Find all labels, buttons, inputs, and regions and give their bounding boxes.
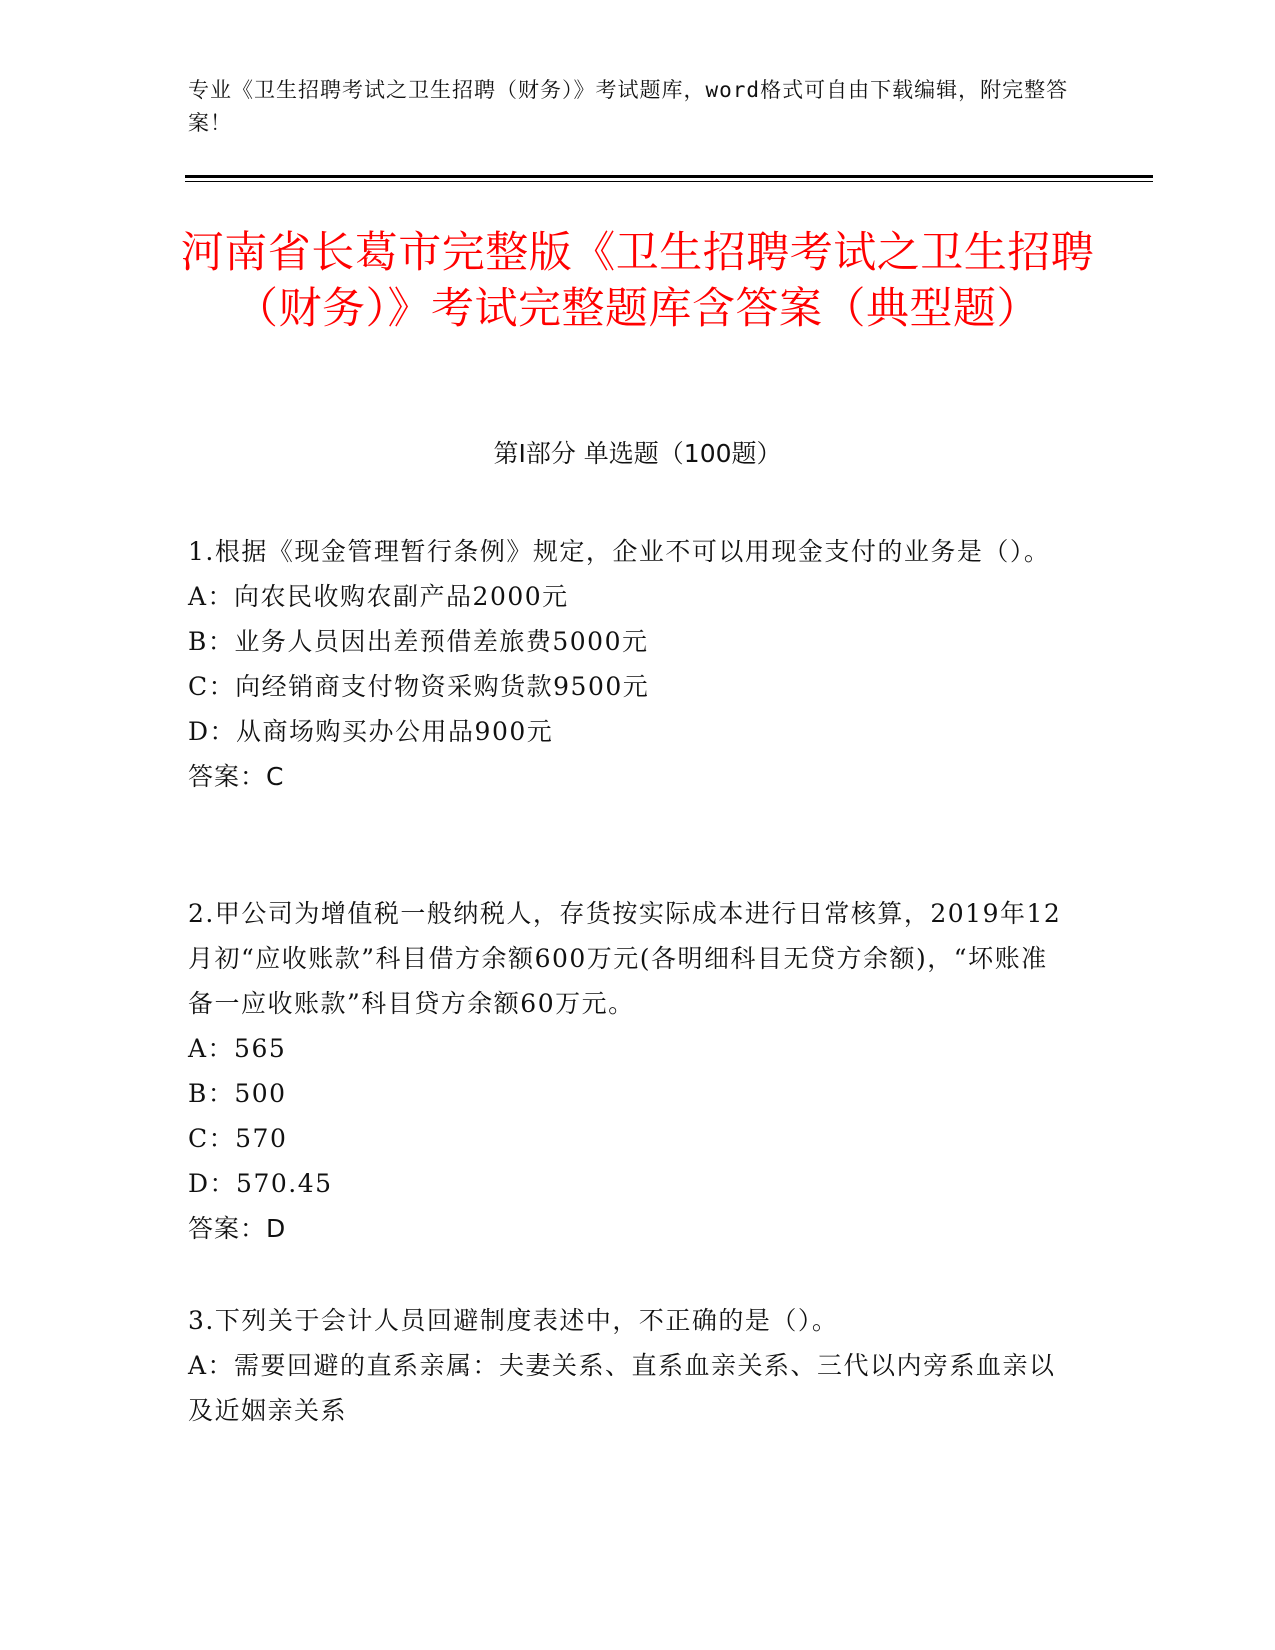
option-b: B：业务人员因出差预借差旅费5000元 [188, 627, 649, 656]
answer-line: 答案：D [188, 1214, 287, 1243]
option-a: A：需要回避的直系亲属：夫妻关系、直系血亲关系、三代以内旁系血亲以及近姻亲关系 [188, 1351, 1056, 1425]
option-d: D：570.45 [188, 1169, 333, 1198]
option-c: C：570 [188, 1124, 288, 1153]
document-title: 河南省长葛市完整版《卫生招聘考试之卫生招聘（财务）》考试完整题库含答案（典型题） [180, 228, 1095, 334]
header-divider-thick [185, 175, 1153, 178]
question-2 [188, 891, 1073, 1251]
question-stem: 3.下列关于会计人员回避制度表述中，不正确的是（）。 [188, 1306, 839, 1335]
option-c: C：向经销商支付物资采购货款9500元 [188, 672, 650, 701]
option-a: A：向农民收购农副产品2000元 [188, 582, 569, 611]
question-stem: 1.根据《现金管理暂行条例》规定，企业不可以用现金支付的业务是（）。 [188, 537, 1051, 566]
section-heading: 第I部分 单选题（100题） [493, 439, 782, 468]
answer-line: 答案：C [188, 762, 285, 791]
option-d: D：从商场购买办公用品900元 [188, 717, 554, 746]
option-b: B：500 [188, 1079, 287, 1108]
header-divider-thin [185, 181, 1153, 182]
question-1 [188, 529, 1073, 799]
question-stem: 2.甲公司为增值税一般纳税人，存货按实际成本进行日常核算，2019年12月初“应收账款”科目借方余额600万元(各明细科目无贷方余额)，“坏账准备一应收账款”科目贷方余额60万元。 [188, 899, 1062, 1018]
option-a: A：565 [188, 1034, 287, 1063]
question-3 [188, 1298, 1073, 1433]
header-note: 专业《卫生招聘考试之卫生招聘（财务）》考试题库，word格式可自由下载编辑，附完整答案！ [188, 78, 1069, 135]
